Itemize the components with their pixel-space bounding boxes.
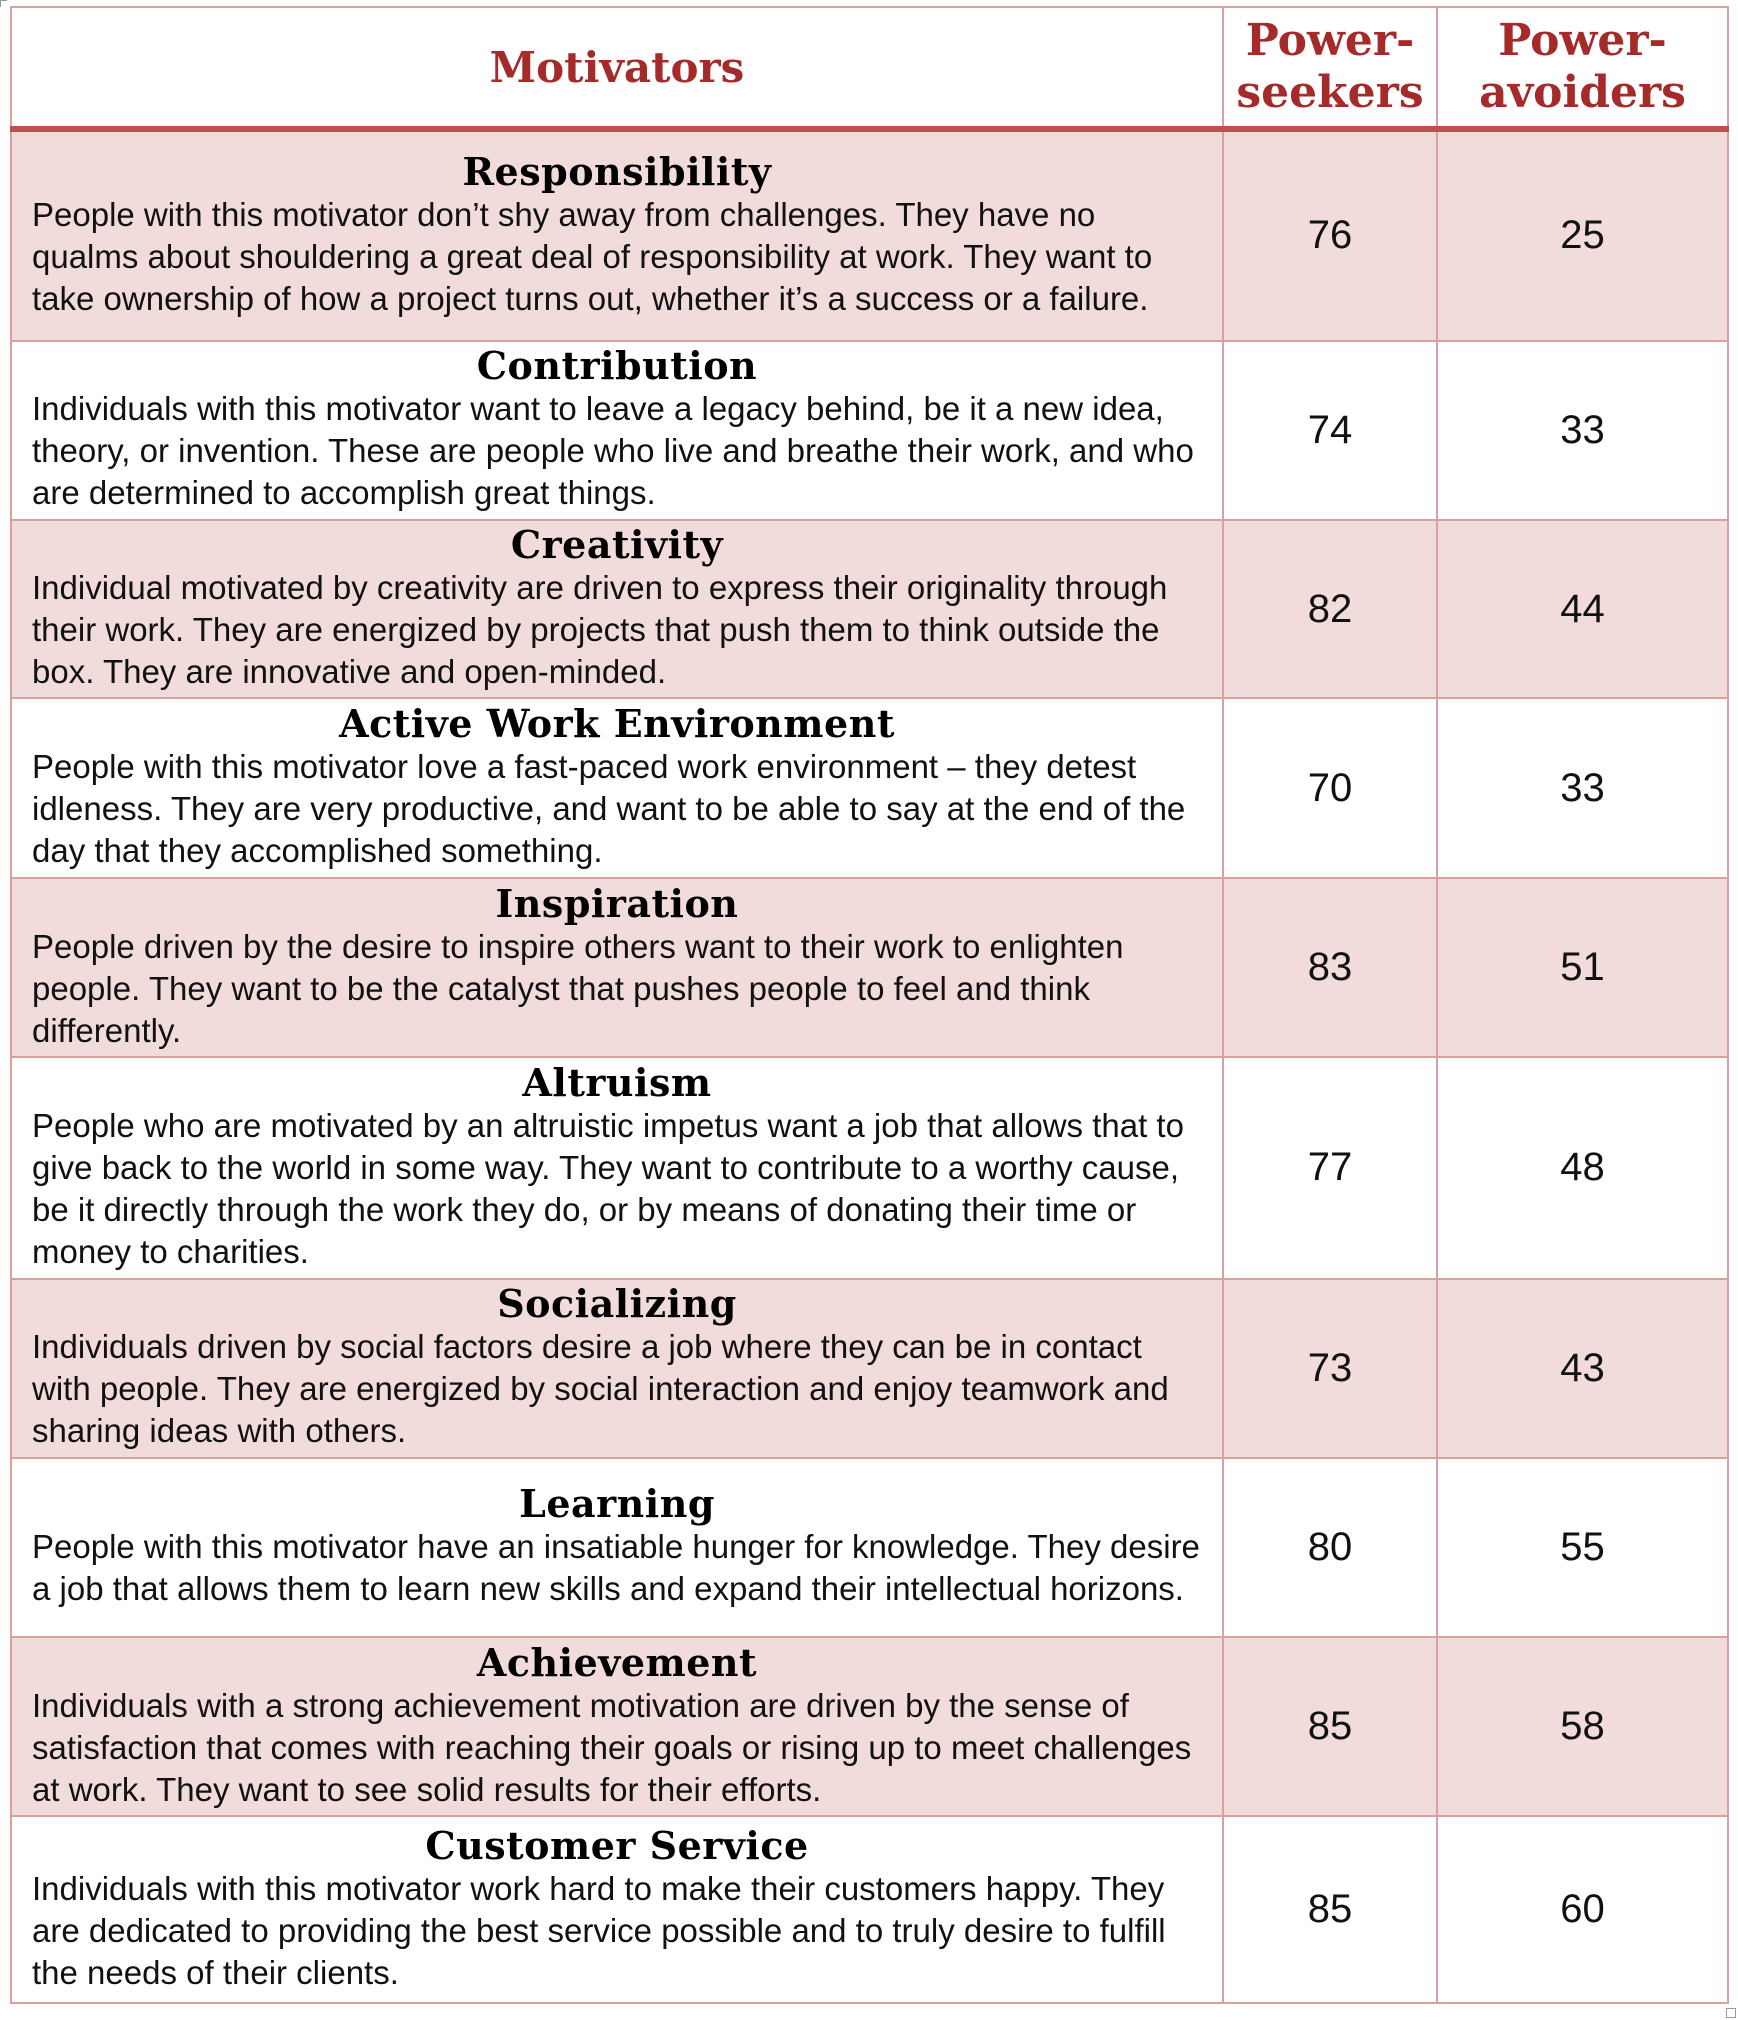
- motivator-description: People with this motivator love a fast-paced work environment – they detest idleness. They are very productive, and want to be able to say at the end of the day that they accomplished something.: [32, 748, 1186, 870]
- header-power-avoiders: [1437, 7, 1728, 129]
- power-avoiders-value: 60: [1437, 1816, 1728, 2003]
- motivator-description: People with this motivator have an insatiable hunger for knowledge. They desire a job that allows them to learn new skills and expand their intellectual horizons.: [32, 1528, 1200, 1608]
- table-row: [11, 520, 1728, 699]
- table-row: [11, 129, 1728, 341]
- motivator-title: Achievement: [476, 1639, 758, 1685]
- power-avoiders-value: 44: [1437, 520, 1728, 699]
- motivator-title: Creativity: [510, 522, 724, 568]
- motivator-description: People who are motivated by an altruistic impetus want a job that allows that to give back to the world in some way. They want to contribute to a worthy cause, be it directly through the work they do, or by means of donating their time or money to charities.: [32, 1106, 1184, 1270]
- motivator-title: Learning: [519, 1481, 715, 1527]
- motivator-cell: [11, 1637, 1223, 1816]
- table-row: [11, 878, 1728, 1057]
- header-motivators: Motivators: [11, 7, 1223, 129]
- header-avoiders-line1: Power-: [1498, 15, 1667, 66]
- power-avoiders-value: 43: [1437, 1279, 1728, 1458]
- motivator-description: Individual motivated by creativity are driven to express their originality through their work. They are energized by projects that push them to think outside the box. They are innovative and open-minded.: [32, 569, 1168, 691]
- table-row: [11, 1637, 1728, 1816]
- motivator-cell: [11, 1816, 1223, 2003]
- power-avoiders-value: 25: [1437, 129, 1728, 341]
- power-seekers-value: 80: [1223, 1458, 1437, 1638]
- motivator-title: Active Work Environment: [339, 701, 895, 747]
- motivator-cell: [11, 878, 1223, 1057]
- table-row: [11, 1816, 1728, 2003]
- motivator-cell: [11, 341, 1223, 520]
- power-seekers-value: 74: [1223, 341, 1437, 520]
- power-seekers-value: 83: [1223, 878, 1437, 1057]
- header-seekers-line1: Power-: [1245, 15, 1415, 66]
- motivator-description: People with this motivator don’t shy away from challenges. They have no qualms about shouldering a great deal of responsibility at work. They want to take ownership of how a project turns out, whether it’s a success or a failure.: [32, 195, 1153, 317]
- power-avoiders-value: 48: [1437, 1057, 1728, 1279]
- corner-marker-top: [0, 0, 7, 7]
- motivator-cell: [11, 698, 1223, 878]
- motivator-cell: [11, 520, 1223, 699]
- power-seekers-value: 77: [1223, 1057, 1437, 1279]
- motivator-title: Responsibility: [462, 148, 772, 194]
- header-row: [11, 7, 1728, 129]
- power-avoiders-value: 55: [1437, 1458, 1728, 1638]
- power-seekers-value: 70: [1223, 698, 1437, 878]
- power-seekers-value: 82: [1223, 520, 1437, 699]
- power-avoiders-value: 33: [1437, 341, 1728, 520]
- motivator-description: People driven by the desire to inspire others want to their work to enlighten people. They want to be the catalyst that pushes people to feel and think differently.: [32, 927, 1124, 1049]
- motivator-description: Individuals with a strong achievement motivation are driven by the sense of satisfaction that comes with reaching their goals or rising up to meet challenges at work. They want to see solid results for their efforts.: [32, 1686, 1192, 1808]
- power-avoiders-value: 33: [1437, 698, 1728, 878]
- power-seekers-value: 85: [1223, 1816, 1437, 2003]
- motivator-title: Customer Service: [425, 1822, 809, 1868]
- table-row: [11, 1279, 1728, 1458]
- power-seekers-value: 76: [1223, 129, 1437, 341]
- table-row: [11, 1057, 1728, 1279]
- motivator-cell: [11, 1057, 1223, 1279]
- table-row: [11, 1458, 1728, 1638]
- motivator-cell: [11, 129, 1223, 341]
- motivator-title: Inspiration: [495, 880, 739, 926]
- header-avoiders-line2: avoiders: [1479, 67, 1686, 118]
- power-seekers-value: 85: [1223, 1637, 1437, 1816]
- power-avoiders-value: 51: [1437, 878, 1728, 1057]
- table-row: [11, 341, 1728, 520]
- resize-handle[interactable]: [1726, 2008, 1736, 2018]
- header-power-seekers: [1223, 7, 1437, 129]
- motivator-description: Individuals driven by social factors desire a job where they can be in contact with people. They are energized by social interaction and enjoy teamwork and sharing ideas with others.: [32, 1328, 1169, 1450]
- motivator-title: Socializing: [497, 1281, 737, 1327]
- motivator-title: Contribution: [476, 343, 758, 389]
- motivator-cell: [11, 1279, 1223, 1458]
- table-row: [11, 698, 1728, 878]
- power-avoiders-value: 58: [1437, 1637, 1728, 1816]
- motivators-table: [10, 6, 1729, 2004]
- header-seekers-line2: seekers: [1236, 67, 1424, 118]
- motivators-table-container: [10, 6, 1727, 2004]
- motivator-description: Individuals with this motivator want to leave a legacy behind, be it a new idea, theory, or invention. These are people who live and breathe their work, and who are determined to accomplish great things.: [32, 390, 1194, 512]
- motivator-title: Altruism: [522, 1059, 712, 1105]
- power-seekers-value: 73: [1223, 1279, 1437, 1458]
- motivator-cell: [11, 1458, 1223, 1638]
- motivator-description: Individuals with this motivator work hard to make their customers happy. They are dedicated to providing the best service possible and to truly desire to fulfill the needs of their clients.: [32, 1869, 1166, 1991]
